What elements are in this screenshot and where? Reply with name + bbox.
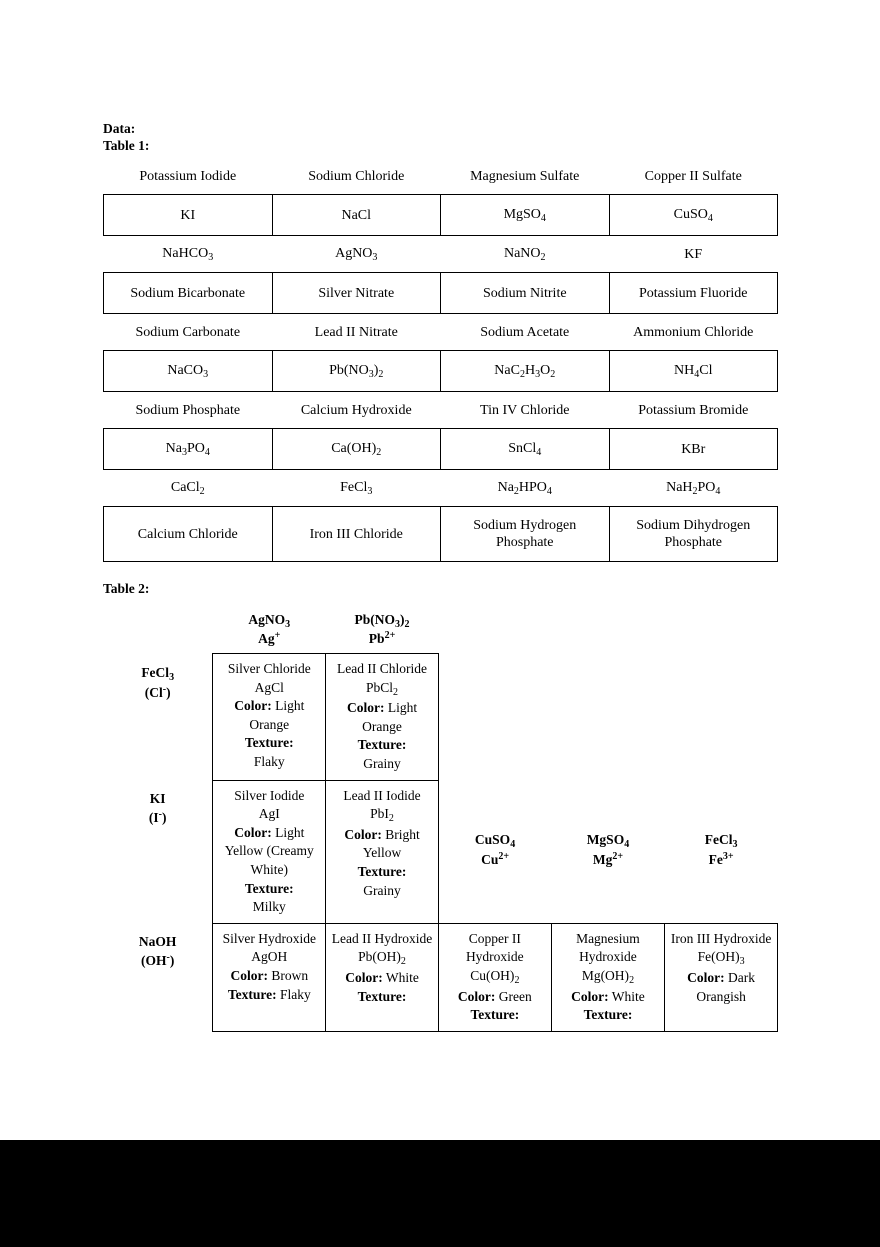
table1-cell: Iron III Chloride	[272, 507, 441, 562]
table1-cell: NaCO$_3$	[104, 351, 273, 392]
table2-result-cell: Silver Chloride AgCl Color: Light Orange Texture: Flaky	[213, 654, 326, 781]
table1-label: Table 1:	[103, 138, 150, 153]
table2-header-row	[103, 605, 778, 654]
table-row-formulas	[104, 507, 778, 562]
table1-cell: Sodium Nitrite	[441, 273, 610, 314]
table1-cell: $NaH_2PO_4$	[666, 480, 721, 497]
table1-cell: $Na_3PO_4$	[104, 429, 273, 470]
table-row-names	[104, 392, 778, 429]
table1-cell: FeCl$_3$	[340, 480, 373, 497]
table2-result-cell: Silver Hydroxide AgOH Color: Brown Texture: Flaky	[213, 923, 326, 1031]
table1-cell: AgNO$_3$	[335, 246, 378, 263]
table2-result-cell: Magnesium Hydroxide $Mg(OH)_2$ Color: White Texture:	[551, 923, 664, 1031]
table1-cell: Ammonium Chloride	[633, 324, 754, 340]
table2-result-cell: Copper II Hydroxide $Cu(OH)_2$ Color: Green Texture:	[438, 923, 551, 1031]
table1-cell: MgSO$_4$	[441, 195, 610, 236]
table1-cell: Lead II Nitrate	[314, 324, 398, 340]
table2-result-cell: Lead II Hydroxide $Pb(OH)_2$ Color: White Texture:	[326, 923, 439, 1031]
table2-row	[103, 923, 778, 1031]
table1-cell: Potassium Fluoride	[609, 273, 778, 314]
table2-column-header: CuSO$_4$ $Cu^{2+}$	[474, 832, 516, 868]
table1-cell: Sodium Chloride	[308, 168, 405, 184]
table-row-names	[104, 236, 778, 273]
table-row-formulas	[104, 351, 778, 392]
table2-column-header: MgSO$_4$ $Mg^{2+}$	[586, 832, 630, 868]
table1-cell: SnCl$_4$	[441, 429, 610, 470]
document-content	[103, 120, 778, 1032]
table2-corner	[103, 605, 213, 654]
table1-cell: Potassium Iodide	[139, 168, 237, 184]
table1-cell: $Pb(NO_3)_2$	[272, 351, 441, 392]
table2-label: Table 2:	[103, 581, 150, 596]
table1-cell: $Ca(OH)_2$	[272, 429, 441, 470]
table1-cell: NaHCO$_3$	[162, 246, 214, 263]
table1-cell: Magnesium Sulfate	[470, 168, 580, 184]
table-row-formulas	[104, 429, 778, 470]
table1-cell: Sodium Phosphate	[135, 402, 241, 418]
table2-result-cell: Silver Iodide AgI Color: Light Yellow (Creamy White) Texture: Milky	[213, 780, 326, 923]
table2-row	[103, 654, 778, 781]
table2-empty-cell	[551, 654, 664, 781]
table-row-names	[104, 158, 778, 195]
table2-column-header	[665, 605, 778, 654]
table-row-names	[104, 470, 778, 507]
table2-empty-cell	[665, 654, 778, 781]
table1-cell: $NH_4Cl$	[609, 351, 778, 392]
data-label: Data:	[103, 121, 136, 136]
table1-cell: Sodium Bicarbonate	[104, 273, 273, 314]
table1-cell: Sodium Carbonate	[135, 324, 241, 340]
table1-cell: Sodium Acetate	[480, 324, 570, 340]
table2-row-header: KI (I-)	[148, 791, 167, 825]
table-2	[103, 605, 778, 1032]
table1-cell: Tin IV Chloride	[480, 402, 570, 418]
table1-cell: KF	[684, 246, 703, 262]
table2-row-header: NaOH (OH-)	[138, 934, 177, 968]
table2-result-cell: Iron III Hydroxide $Fe(OH)_3$ Color: Dark Orangish	[665, 923, 778, 1031]
table1-cell: CaCl$_2$	[170, 480, 205, 497]
table-row-formulas	[104, 195, 778, 236]
table-row-names	[104, 314, 778, 351]
table1-cell: CuSO$_4$	[609, 195, 778, 236]
table2-column-header	[438, 605, 551, 654]
table-row-formulas	[104, 273, 778, 314]
table1-cell: Calcium Hydroxide	[300, 402, 412, 418]
table2-column-header: FeCl$_3$ $Fe^{3+}$	[704, 832, 738, 868]
table2-result-cell: Lead II Chloride PbCl$_2$ Color: Light Orange Texture: Grainy	[326, 654, 439, 781]
table-1	[103, 158, 778, 562]
table1-cell: Silver Nitrate	[272, 273, 441, 314]
table1-cell: KI	[104, 195, 273, 236]
table1-cell: Potassium Bromide	[638, 402, 749, 418]
table2-result-cell: Lead II Iodide PbI$_2$ Color: Bright Yellow Texture: Grainy	[326, 780, 439, 923]
table1-cell: Copper II Sulfate	[644, 168, 742, 184]
table2-row	[103, 780, 778, 923]
table2-empty-cell	[438, 654, 551, 781]
table1-cell: NaNO$_2$	[503, 246, 546, 263]
table1-cell: KBr	[609, 429, 778, 470]
table2-column-header	[551, 605, 664, 654]
table1-cell: Sodium Dihydrogen Phosphate	[609, 507, 778, 562]
table1-cell: NaCl	[272, 195, 441, 236]
table1-cell: Sodium Hydrogen Phosphate	[441, 507, 610, 562]
table2-row-header: FeCl$_3$ (Cl-)	[141, 664, 175, 701]
table1-cell: Calcium Chloride	[104, 507, 273, 562]
table1-cell: $NaC_2H_3O_2$	[441, 351, 610, 392]
table-2-section	[103, 580, 778, 1032]
table1-cell: $Na_2HPO_4$	[497, 480, 552, 497]
table2-column-header: AgNO$_3$ Ag+	[248, 612, 291, 646]
table2-column-header: $Pb(NO_3)_2$ $Pb^{2+}$	[354, 612, 410, 646]
